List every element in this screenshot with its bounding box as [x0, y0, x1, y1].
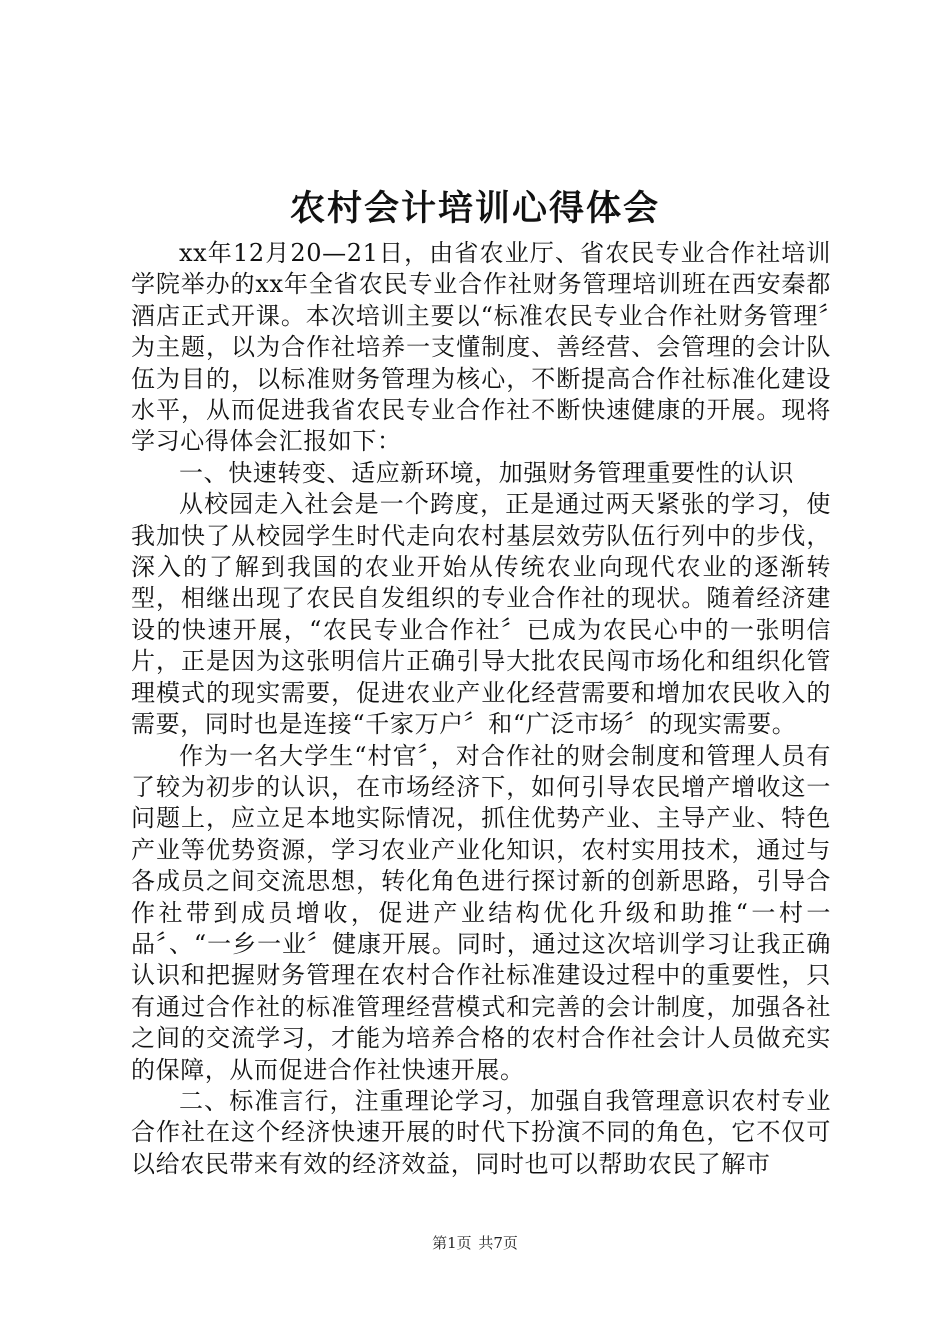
page-number-footer: 第1页 共7页 — [432, 1234, 518, 1252]
section-heading-1: 一、快速转变、适应新环境，加强财务管理重要性的认识 — [179, 458, 794, 487]
document-title: 农村会计培训心得体会 — [289, 188, 660, 229]
paragraph-section-1-a: 从校园走入社会是一个跨度，正是通过两天紧张的学习，使我加快了从校园学生时代走向农村基层效劳队伍行列中的步伐，深入的了解到我国的农业开始从传统农业向现代农业的逐渐转型，相继出现了农民自发组织的专业合作社的现状。随着经济建设的快速开展，“农民专业合作社〞已成为农民心中的一张明信片，正是因为这张明信片正确引导大批农民闯市场化和组织化管理模式的现实需要，促进农业产业化经营需要和增加农民收入的需要，同时也是连接“千家万户〞和“广泛市场〞的现实需要。 — [131, 490, 831, 739]
document-body — [131, 238, 831, 1180]
section-heading-2: 二、标准言行，注重理论学习，加强自我管理意识农村专业合作社在这个经济快速开展的时代下扮演不同的角色，它不仅可以给农民带来有效的经济效益，同时也可以帮助农民了解市 — [131, 1086, 831, 1178]
paragraph-section-1-b: 作为一名大学生“村官〞，对合作社的财会制度和管理人员有了较为初步的认识，在市场经济下，如何引导农民增产增收这一问题上，应立足本地实际情况，抓住优势产业、主导产业、特色产业等优势资源，学习农业产业化知识，农村实用技术，通过与各成员之间交流思想，转化角色进行探讨新的创新思路，引导合作社带到成员增收，促进产业结构优化升级和助推“一村一品〞、“一乡一业〞健康开展。同时，通过这次培训学习让我正确认识和把握财务管理在农村合作社标准建设过程中的重要性，只有通过合作社的标准管理经营模式和完善的会计制度，加强各社之间的交流学习，才能为培养合格的农村合作社会计人员做充实的保障，从而促进合作社快速开展。 — [131, 741, 831, 1084]
paragraph-intro: xx年12月20—21日，由省农业厅、省农民专业合作社培训学院举办的xx年全省农民专业合作社财务管理培训班在西安秦都酒店正式开课。本次培训主要以“标准农民专业合作社财务管理〞为主题，以为合作社培养一支懂制度、善经营、会管理的会计队伍为目的，以标准财务管理为核心，不断提高合作社标准化建设水平，从而促进我省农民专业合作社不断快速健康的开展。现将学习心得体会汇报如下： — [131, 239, 831, 456]
